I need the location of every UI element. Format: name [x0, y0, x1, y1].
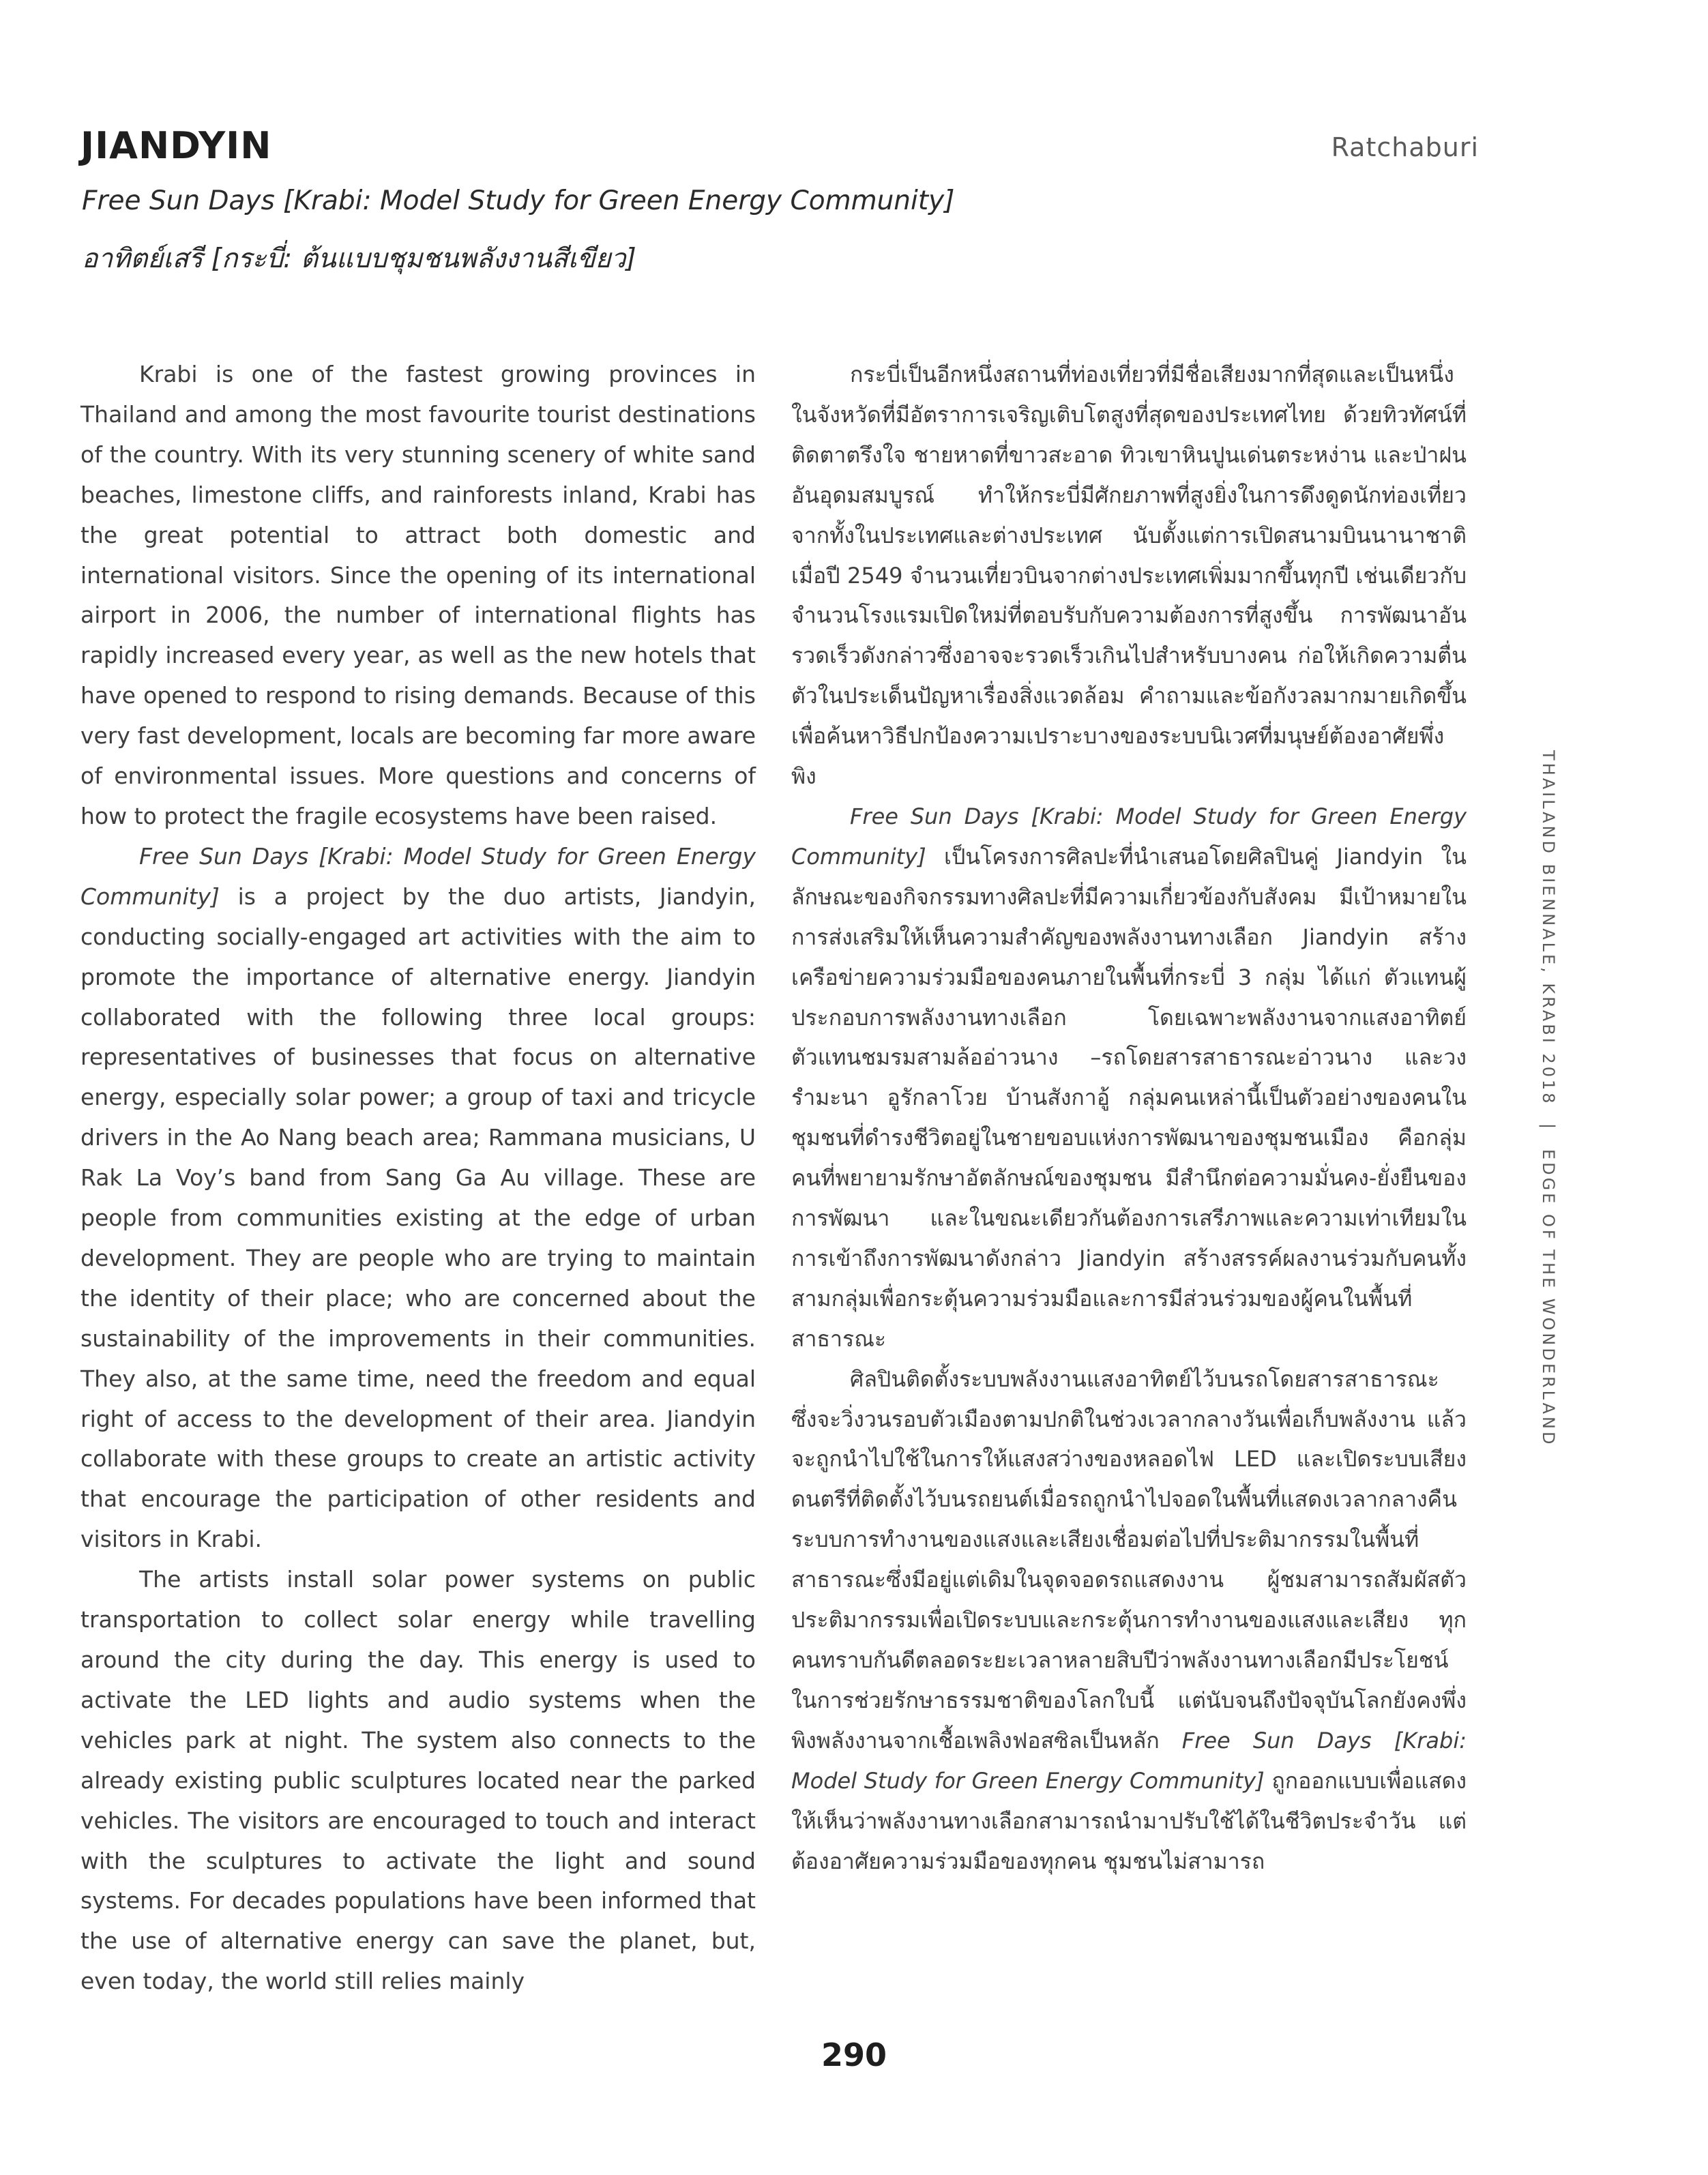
english-paragraph-2-body: is a project by the duo artists, Jiandyin, conducting socially-engaged art activities with the aim to promote the importance of alternative energy. Jiandyin collaborated with the following three local groups: representatives of businesses that focus on alternative energy, especially solar power; a group of taxi and tricycle drivers in the Ao Nang beach area; Rammana musicians, U Rak La Voy’s band from Sang Ga Au village. These are people from communities existing at the edge of urban development. They are people who are trying to maintain the identity of their place; who are concerned about the sustainability of the improvements in their communities. They also, at the same time, need the freedom and equal right of access to the development of their area. Jiandyin collaborate with these groups to create an artistic activity that encourage the participation of other residents and visitors in Krabi.: [80, 883, 756, 1553]
sidebar-exhibition-title: EDGE OF THE WONDERLAND: [1539, 1149, 1558, 1447]
work-title-thai: อาทิตย์เสรี [กระบี่: ต้นแบบชุมชนพลังงานสีเขียว]: [82, 243, 636, 274]
work-title-english: Free Sun Days [Krabi: Model Study for Green Energy Community]: [82, 186, 955, 216]
english-text-column: [80, 355, 756, 2002]
artist-name: JIANDYIN: [80, 124, 272, 167]
english-paragraph-2-title: Free Sun Days [Krabi: Model Study for Green Energy Community]: [80, 842, 756, 910]
english-paragraph-2: [80, 837, 756, 1560]
thai-paragraph-2-title: Free Sun Days [Krabi: Model Study for Green Energy Community]: [791, 803, 1467, 870]
sidebar-separator: |: [1539, 1123, 1558, 1132]
thai-paragraph-3-body: ศิลปินติดตั้งระบบพลังงานแสงอาทิตย์ไว้บนรถโดยสารสาธารณะ ซึ่งจะวิ่งวนรอบตัวเมืองตามปกติในช่วงเวลากลางวันเพื่อเก็บพลังงาน แล้วจะถูกนำไปใช้ในการให้แสงสว่างของหลอดไฟ LED และเปิดระบบเสียงดนตรีที่ติดตั้งไว้บนรถยนต์เมื่อรถถูกนำไปจอดในพื้นที่แสดงเวลากลางคืน ระบบการทำงานของแสงและเสียงเชื่อมต่อไปที่ประติมากรรมในพื้นที่สาธารณะซึ่งมีอยู่แต่เดิมในจุดจอดรถแสดงงาน ผู้ชมสามารถสัมผัสตัวประติมากรรมเพื่อเปิดระบบและกระตุ้นการทำงานของแสงและเสียง ทุกคนทราบกันดีตลอดระยะเวลาหลายสิบปีว่าพลังงานทางเลือกมีประโยชน์ในการช่วยรักษาธรรมชาติของโลกใบนี้ แต่นับจนถึงปัจจุบันโลกยังคงพึ่งพิงพลังงานจากเชื้อเพลิงฟอสซิลเป็นหลัก: [791, 1365, 1467, 1754]
thai-paragraph-3-ending: ถูกออกแบบเพื่อแสดงให้เห็นว่าพลังงานทางเลือกสามารถนำมาปรับใช้ได้ในชีวิตประจำวัน แต่ต้องอาศัยความร่วมมือของทุกคน ชุมชนไม่สามารถ: [791, 1767, 1467, 1874]
sidebar-publication: THAILAND BIENNALE, KRABI 2018: [1539, 750, 1558, 1106]
running-sidebar: [1539, 750, 1558, 1447]
page-number: 290: [821, 2037, 887, 2073]
english-paragraph-1: Krabi is one of the fastest growing provinces in Thailand and among the most favourite tourist destinations of the country. With its very stunning scenery of white sand beaches, limestone cliffs, and rainforests inland, Krabi has the great potential to attract both domestic and international visitors. Since the opening of its international airport in 2006, the number of international flights has rapidly increased every year, as well as the new hotels that have opened to respond to rising demands. Because of this very fast development, locals are becoming far more aware of environmental issues. More questions and concerns of how to protect the fragile ecosystems have been raised.: [80, 361, 756, 829]
artist-location: Ratchaburi: [1331, 132, 1479, 162]
thai-paragraph-3-title: Free Sun Days [Krabi: Model Study for Green Energy Community]: [791, 1727, 1467, 1794]
thai-paragraph-2-body: เป็นโครงการศิลปะที่นำเสนอโดยศิลปินคู่ Jiandyin ในลักษณะของกิจกรรมทางศิลปะที่มีความเกี่ยวข้องกับสังคม มีเป้าหมายในการส่งเสริมให้เห็นความสำคัญของพลังงานทางเลือก Jiandyin สร้างเครือข่ายความร่วมมือของคนภายในพื้นที่กระบี่ 3 กลุ่ม ได้แก่ ตัวแทนผู้ประกอบการพลังงานทางเลือก โดยเฉพาะพลังงานจากแสงอาทิตย์ ตัวแทนชมรมสามล้ออ่าวนาง –รถโดยสารสาธารณะอ่าวนาง และวงรำมะนา อูรักลาโวย บ้านสังกาอู้ กลุ่มคนเหล่านี้เป็นตัวอย่างของคนในชุมชนที่ดำรงชีวิตอยู่ในชายขอบแห่งการพัฒนาของชุมชนเมือง คือกลุ่มคนที่พยายามรักษาอัตลักษณ์ของชุมชน มีสำนึกต่อความมั่นคง-ยั่งยืนของการพัฒนา และในขณะเดียวกันต้องการเสรีภาพและความเท่าเทียมในการเข้าถึงการพัฒนาดังกล่าว Jiandyin สร้างสรรค์ผลงานร่วมกับคนทั้งสามกลุ่มเพื่อกระตุ้นความร่วมมือและการมีส่วนร่วมของผู้คนในพื้นที่สาธารณะ: [791, 843, 1467, 1352]
thai-text-column: [791, 355, 1467, 1881]
thai-paragraph-2: [791, 797, 1467, 1359]
thai-paragraph-3: [791, 1359, 1467, 1882]
english-paragraph-3: The artists install solar power systems on public transportation to collect solar energy while travelling around the city during the day. This energy is used to activate the LED lights and audio systems when the vehicles park at night. The system also connects to the already existing public sculptures located near the parked vehicles. The visitors are encouraged to touch and interact with the sculptures to activate the light and sound systems. For decades populations have been informed that the use of alternative energy can save the planet, but, even today, the world still relies mainly: [80, 1566, 756, 1995]
thai-paragraph-1: กระบี่เป็นอีกหนึ่งสถานที่ท่องเที่ยวที่มีชื่อเสียงมากที่สุดและเป็นหนึ่งในจังหวัดที่มีอัตราการเจริญเติบโตสูงที่สุดของประเทศไทย ด้วยทิวทัศน์ที่ติดตาตรึงใจ ชายหาดที่ขาวสะอาด ทิวเขาหินปูนเด่นตระหง่าน และป่าฝนอันอุดมสมบูรณ์ ทำให้กระบี่มีศักยภาพที่สูงยิ่งในการดึงดูดนักท่องเที่ยวจากทั้งในประเทศและต่างประเทศ นับตั้งแต่การเปิดสนามบินนานาชาติเมื่อปี 2549 จำนวนเที่ยวบินจากต่างประเทศเพิ่มมากขึ้นทุกปี เช่นเดียวกับจำนวนโรงแรมเปิดใหม่ที่ตอบรับกับความต้องการที่สูงขึ้น การพัฒนาอันรวดเร็วดังกล่าวซึ่งอาจจะรวดเร็วเกินไปสำหรับบางคน ก่อให้เกิดความตื่นตัวในประเด็นปัญหาเรื่องสิ่งแวดล้อม คำถามและข้อกังวลมากมายเกิดขึ้นเพื่อค้นหาวิธีปกป้องความเปราะบางของระบบนิเวศที่มนุษย์ต้องอาศัยพึ่งพิง: [791, 361, 1467, 790]
